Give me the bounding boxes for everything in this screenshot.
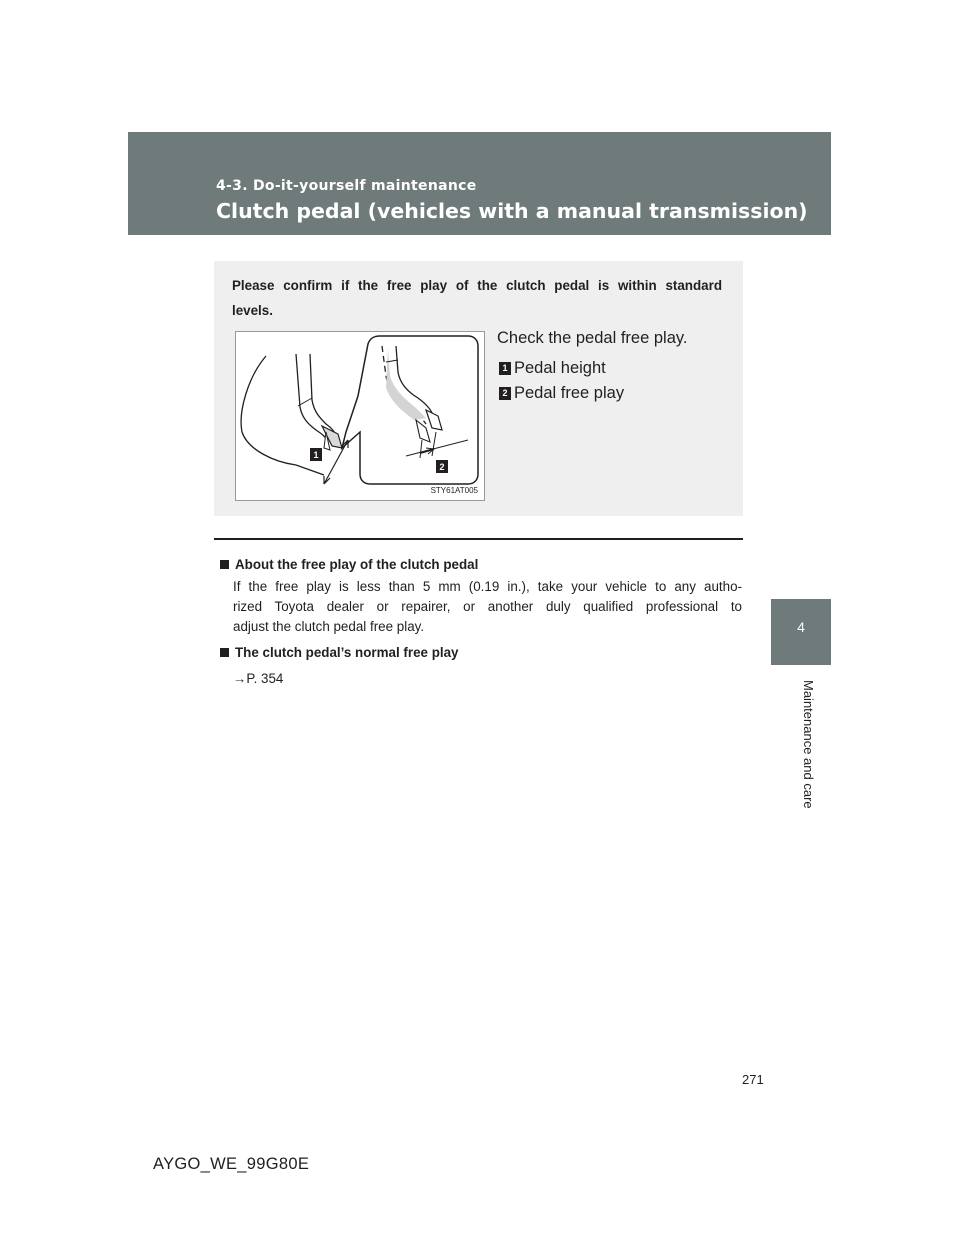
step-instruction: Check the pedal free play. [497,329,688,347]
note-line-3: adjust the clutch pedal free play. [233,619,425,634]
section-label: 4-3. Do-it-yourself maintenance [216,178,477,194]
chapter-header [128,132,831,235]
legend-label-2: Pedal free play [514,384,625,402]
section-divider [214,538,743,540]
legend-item-pedal-height [499,359,606,378]
document-code: AYGO_WE_99G80E [153,1155,310,1173]
page-number: 271 [742,1072,764,1087]
note-heading-free-play [220,557,478,572]
note-line-1: If the free play is less than 5 mm (0.19 in.), take your vehicle to any autho- [233,579,742,594]
intro-line-1: Please confirm if the free play of the clutch pedal is within standard [232,278,722,293]
callout-2: 2 [439,462,445,472]
figure-code: STY61AT005 [430,486,478,495]
note-heading-2-text: The clutch pedal’s normal free play [235,645,459,660]
intro-line-2: levels. [232,303,273,318]
callout-1: 1 [313,450,319,460]
legend-number-1: 1 [499,362,511,375]
note-line-2: rized Toyota dealer or repairer, or another duly qualified professional to [233,599,742,614]
note-heading-normal-free-play [220,645,459,660]
page-reference-link[interactable]: →P. 354 [233,671,284,686]
note-heading-1-text: About the free play of the clutch pedal [235,557,479,572]
chapter-tab-number: 4 [797,619,805,635]
intro-text [232,273,722,323]
pedal-drawing [236,332,484,500]
clutch-pedal-illustration [235,331,485,501]
info-box [214,261,743,516]
legend-label-1: Pedal height [514,359,606,377]
chapter-tab-label: Maintenance and care [801,680,816,809]
bullet-square-icon [220,648,229,657]
legend-number-2: 2 [499,387,511,400]
legend-item-pedal-free-play [499,384,624,403]
page-title: Clutch pedal (vehicles with a manual transmission) [216,199,808,223]
chapter-tab [771,599,831,665]
note-paragraph [233,577,742,637]
bullet-square-icon [220,560,229,569]
